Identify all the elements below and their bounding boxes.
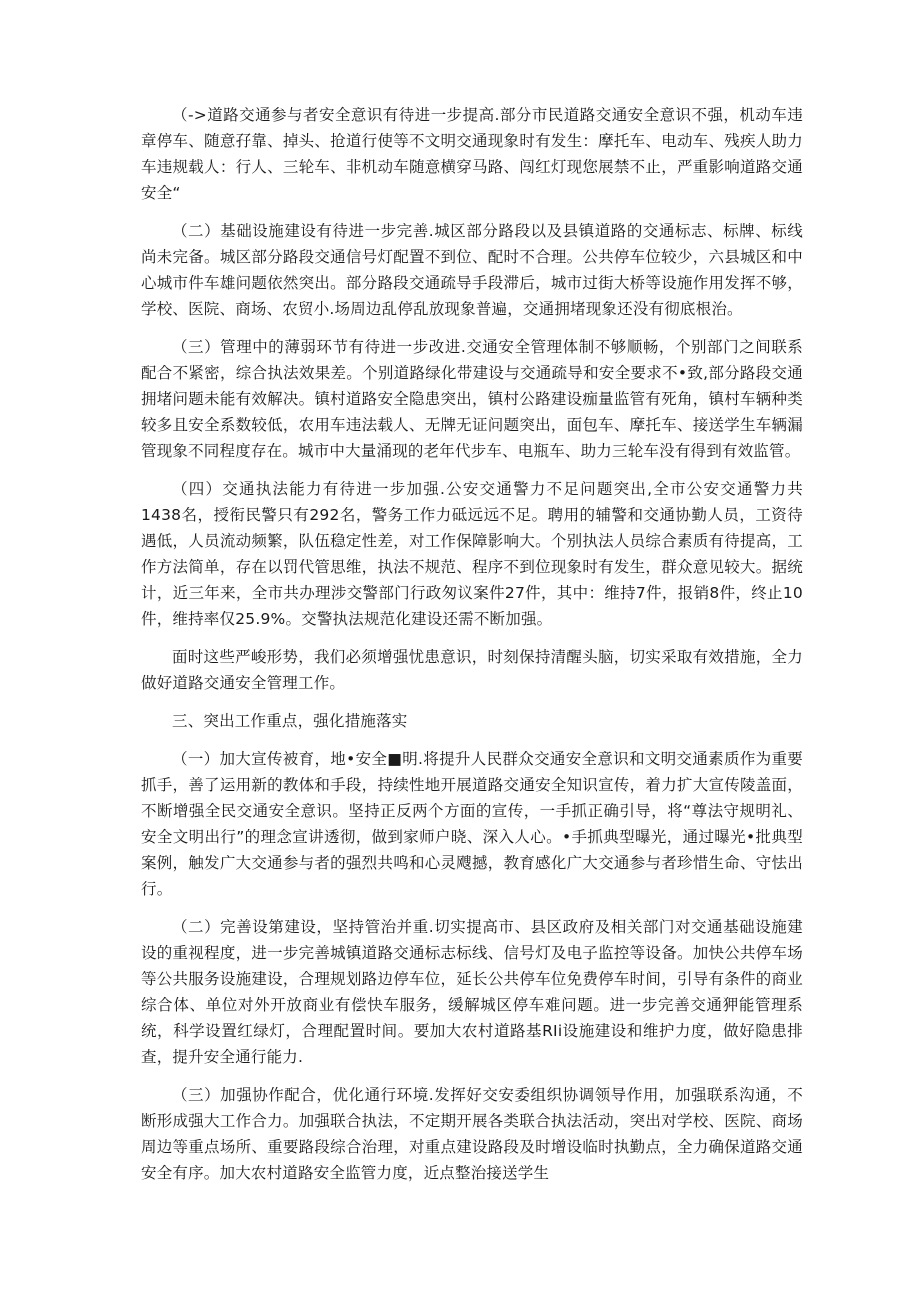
paragraph-facilities: （二）完善设第建设，坚持管治并重.切实提高市、县区政府及相关部门对交通基础设施建设的重视程度，进一步完善城镇道路交通标志标线、信号灯及电子监控等设备。加快公共停车场等公共服务设施建设，合理规划路边停车位，延长公共停车位免费停车时间，引导有条件的商业综合体、单位对外开放商业有偿快车服务，缓解城区停车难问题。进一步完善交通狎能管理系统，科学设置红绿灯，合理配置时间。要加大农村道路基RIi设施建设和维护力度，做好隐患排查，提升安全通行能力. [141,918,803,1066]
paragraph-infrastructure: （二）基础设施建设有待进一步完善.城区部分路段以及县镇道路的交通标志、标牌、标线尚未完备。城区部分路段交通信号灯配置不到位、配时不合理。公共停车位较少，六县城区和中心城市件车雄问题依然突出。部分路段交通疏导手段滞后，城市过街大桥等设施作用发挥不够，学校、医院、商场、农贸小.场周边乱停乱放现象普遍，交通拥堵现象还没有彻底根治。 [141,222,803,318]
paragraph-cooperation: （三）加强协作配合，优化通行环境.发挥好交安委组织协调领导作用，加强联系沟通，不断形成强大工作合力。加强联合执法，不定期开展各类联合执法活动，突出对学校、医院、商场周边等重点场所、重要路段综合治理，对重点建设路段及时增设临时执勤点，全力确保道路交通安全有序。加大农村道路安全监管力度，近点整治接送学生 [141,1086,803,1182]
paragraph-awareness: （->道路交通参与者安全意识有待进一步提高.部分市民道路交通安全意识不强，机动车违章停车、随意孖靠、掉头、抢道行使等不文明交通现象时有发生：摩托车、电动车、残疾人助力车违规载人：行人、三轮车、非机动车随意横穿马路、闯红灯现您展禁不止，严重影响道路交通安全“ [141,106,803,202]
paragraph-publicity: （一）加大宣传被育，地•安全■明.将提升人民群众交通安全意识和文明交通素质作为重要抓手，善了运用新的教体和手段，持续性地开展道路交通安全知识宣传，着力扩大宣传陵盖面，不断增强全民交通安全意识。坚持正反两个方面的宣传，一手抓正确引导，将“尊法守规明礼、安全文明出行”的理念宣讲透彻，做到家师户晓、深入人心。•手抓典型曝光，通过曝光•批典型案例，触发广大交通参与者的强烈共鸣和心灵飕撼，教育感化广大交通参与者珍惜生命、守怯出行。 [141,750,803,898]
document-page [141,102,803,1198]
section-heading: 三、突出工作重点，强化措施落实 [172,712,408,730]
paragraph-summary: 面时这些严峻形势，我们必须增强忧患意识，时刻保持清醒头脑，切实采取有效措施，全力做好道路交通安全管理工作。 [141,648,803,692]
paragraph-management: （三）管理中的薄弱环节有待进一步改进.交通安全管理体制不够顺畅，个别部门之间联系配合不紧密，综合执法效果差。个别道路绿化带建设与交通疏导和安全要求不•致,部分路段交通拥堵问题未能有效解决。镇村道路安全隐患突出，镇村公路建设痂量监管有死角，镇村车辆种类较多且安全系数较低，农用车违法载人、无牌无证问题突出，面包车、摩托车、接送学生车辆漏管现象不同程度存在。城市中大量涌现的老年代步车、电瓶车、助力三轮车没有得到有效监管。 [141,338,803,460]
paragraph-enforcement: （四）交通执法能力有待进一步加强.公安交通警力不足问题突出,全市公安交通警力共1438名，授衔民警只有292名，警务工作力砥远远不足。聘用的辅警和交通协勤人员，工资待遇低，人员流动频繁，队伍稳定性差，对工作保障影响大。个别执法人员综合素质有待提高，工作方法简单，存在以罚代管思维，执法不规范、程序不到位现象时有发生，群众意见较大。据统计，近三年来，全市共办理涉交警部门行政匆议案件27件，其中：维持7件，报销8件，终止10件，维持率仅25.9%。交警执法规范化建设还需不断加强。 [141,480,803,628]
